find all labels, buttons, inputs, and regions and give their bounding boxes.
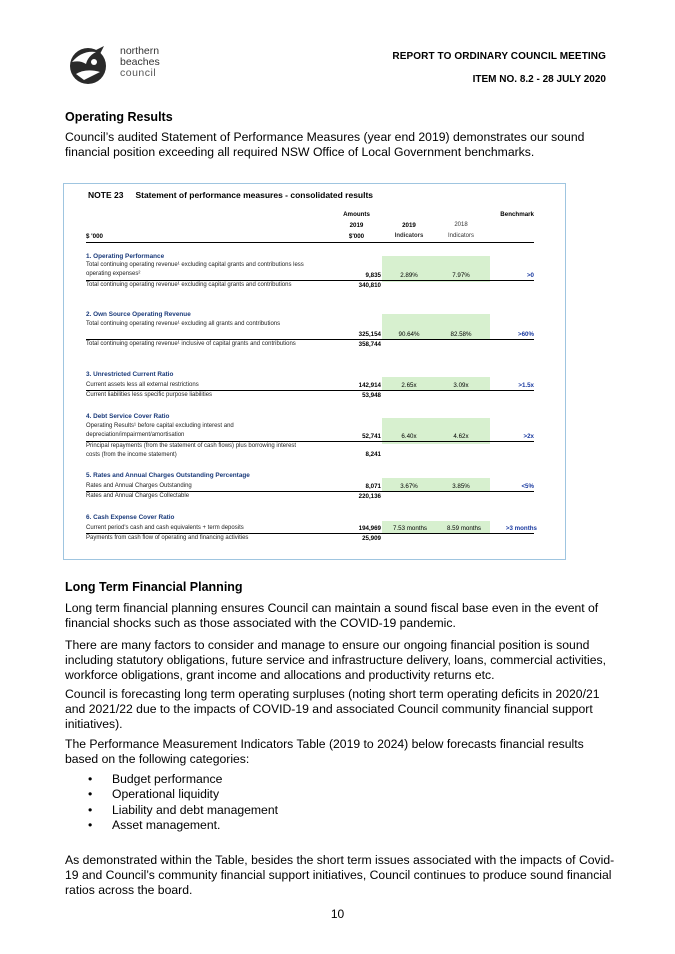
- indicator-2019: 6.40x: [401, 433, 417, 440]
- section-title: 4. Debt Service Cover Ratio: [86, 413, 170, 420]
- section-title: 5. Rates and Annual Charges Outstanding Percentage: [86, 472, 250, 479]
- section-title: 1. Operating Performance: [86, 253, 165, 260]
- denominator-text: Total continuing operating revenue¹ excluding capital grants and contributions: [86, 282, 292, 288]
- ltfp-heading: Long Term Financial Planning: [65, 580, 243, 594]
- col-amounts: Amounts: [343, 211, 370, 218]
- col-2019-sub: Indicators: [394, 233, 424, 239]
- indicator-2018: 3.09x: [453, 382, 469, 389]
- logo-wordmark: [120, 46, 160, 79]
- operating-results-paragraph: Council’s audited Statement of Performance Measures (year end 2019) demonstrates our sound financial position exceeding all required NSW Office of Local Government benchmarks.: [65, 130, 585, 160]
- ltfp-paragraph-4: The Performance Measurement Indicators Table (2019 to 2024) below forecasts financial results based on the following categories:: [65, 737, 584, 767]
- numerator-text: Current period's cash and cash equivalents + term deposits: [86, 525, 244, 531]
- denominator-value: 358,744: [358, 341, 381, 348]
- numerator-text: Rates and Annual Charges Outstanding: [86, 483, 192, 489]
- denominator-value: 340,810: [358, 282, 381, 289]
- numerator-text: Operating Results¹ before capital excluding interest and depreciation/impairment/amortisation: [86, 423, 234, 438]
- indicator-2019: 7.53 months: [392, 525, 428, 532]
- col-2018-sub: Indicators: [447, 233, 474, 239]
- col-amounts-year: 2019: [349, 222, 364, 229]
- currency-label: $ '000: [86, 233, 103, 240]
- list-item: • Liability and debt management: [88, 803, 278, 818]
- numerator-value: 194,969: [358, 525, 381, 532]
- numerator-text: Total continuing operating revenue¹ excluding capital grants and contributions less operating expenses²: [86, 262, 304, 277]
- denominator-text: Total continuing operating revenue¹ inclusive of capital grants and contributions: [86, 341, 296, 347]
- list-item: • Operational liquidity: [88, 787, 278, 802]
- benchmark-value: >3 months: [505, 525, 537, 532]
- report-title: REPORT TO ORDINARY COUNCIL MEETING: [392, 51, 606, 62]
- denominator-text: Payments from cash flow of operating and financing activities: [86, 535, 249, 541]
- operating-results-heading: Operating Results: [65, 110, 173, 124]
- col-2019: 2019: [402, 222, 416, 229]
- denominator-text: Rates and Annual Charges Collectable: [86, 493, 190, 499]
- section-title: 3. Unrestricted Current Ratio: [86, 371, 174, 378]
- list-item: • Asset management.: [88, 818, 278, 833]
- col-2018: 2018: [454, 222, 468, 228]
- ltfp-paragraph-5: As demonstrated within the Table, besides the short term issues associated with the impacts of Covid-19 and Council’s community financial support initiatives, Council continues to produce sound financial ratios across the board.: [65, 853, 615, 898]
- note-title-text: Statement of performance measures - consolidated results: [135, 190, 374, 200]
- numerator-value: 142,914: [358, 382, 381, 389]
- indicator-2019: 2.65x: [401, 382, 417, 389]
- item-number: ITEM NO. 8.2 - 28 JULY 2020: [472, 74, 606, 85]
- benchmark-value: >1.5x: [518, 382, 534, 389]
- col-benchmark: Benchmark: [500, 211, 534, 218]
- indicator-2018: 4.62x: [453, 433, 469, 440]
- section-title: 6. Cash Expense Cover Ratio: [86, 514, 175, 521]
- numerator-value: 9,835: [365, 272, 381, 279]
- logo-line: northern: [120, 45, 160, 57]
- denominator-value: 25,909: [362, 535, 381, 542]
- numerator-value: 325,154: [358, 331, 381, 338]
- council-logo: [66, 42, 176, 92]
- numerator-text: Current assets less all external restrictions: [86, 382, 199, 388]
- denominator-value: 53,948: [362, 392, 381, 399]
- council-logo-icon: [66, 42, 116, 88]
- indicator-2019: 90.64%: [398, 331, 420, 338]
- denominator-value: 220,136: [358, 493, 381, 500]
- col-amounts-unit: $'000: [348, 233, 365, 240]
- benchmark-value: >2x: [523, 433, 534, 440]
- indicator-2019: 2.89%: [400, 272, 418, 279]
- category-list: [88, 772, 278, 833]
- note-title: [88, 190, 373, 200]
- ltfp-paragraph-3: Council is forecasting long term operating surpluses (noting short term operating deficits in 2020/21 and 2021/22 due to the impacts of COVID-19 and associated Council community financial support initiatives).: [65, 687, 600, 732]
- indicator-2018: 7.97%: [452, 272, 470, 279]
- benchmark-value: >60%: [518, 331, 534, 338]
- numerator-value: 52,741: [362, 433, 381, 440]
- list-item: • Budget performance: [88, 772, 278, 787]
- benchmark-value: <5%: [521, 483, 534, 490]
- ltfp-paragraph-2: There are many factors to consider and manage to ensure our ongoing financial position is sound including statutory obligations, future service and infrastructure delivery, loans, commercial activities, workforce obligations, grant income and allocations and productivity returns etc.: [65, 638, 607, 683]
- indicator-2018: 82.58%: [450, 331, 472, 338]
- benchmark-value: >0: [526, 272, 534, 279]
- numerator-text: Total continuing operating revenue¹ excluding all grants and contributions: [86, 321, 281, 327]
- page-number: 10: [330, 907, 345, 921]
- denominator-text: Principal repayments (from the statement of cash flows) plus borrowing interest costs (from the income statement): [86, 443, 297, 458]
- numerator-value: 8,071: [365, 483, 381, 490]
- denominator-value: 8,241: [365, 451, 381, 458]
- section-title: 2. Own Source Operating Revenue: [86, 311, 191, 318]
- note-number: NOTE 23: [88, 190, 124, 200]
- ltfp-paragraph-1: Long term financial planning ensures Council can maintain a sound fiscal base even in the event of financial shocks such as those associated with the COVID-19 pandemic.: [65, 601, 599, 631]
- indicator-2018: 3.85%: [452, 483, 470, 490]
- header-rule: [86, 242, 534, 243]
- logo-line: council: [120, 67, 157, 79]
- indicator-2019: 3.67%: [400, 483, 418, 490]
- logo-line: beaches: [120, 56, 160, 68]
- indicator-2018: 8.59 months: [446, 525, 482, 532]
- denominator-text: Current liabilities less specific purpose liabilities: [86, 392, 213, 398]
- note-23-table: [63, 183, 566, 560]
